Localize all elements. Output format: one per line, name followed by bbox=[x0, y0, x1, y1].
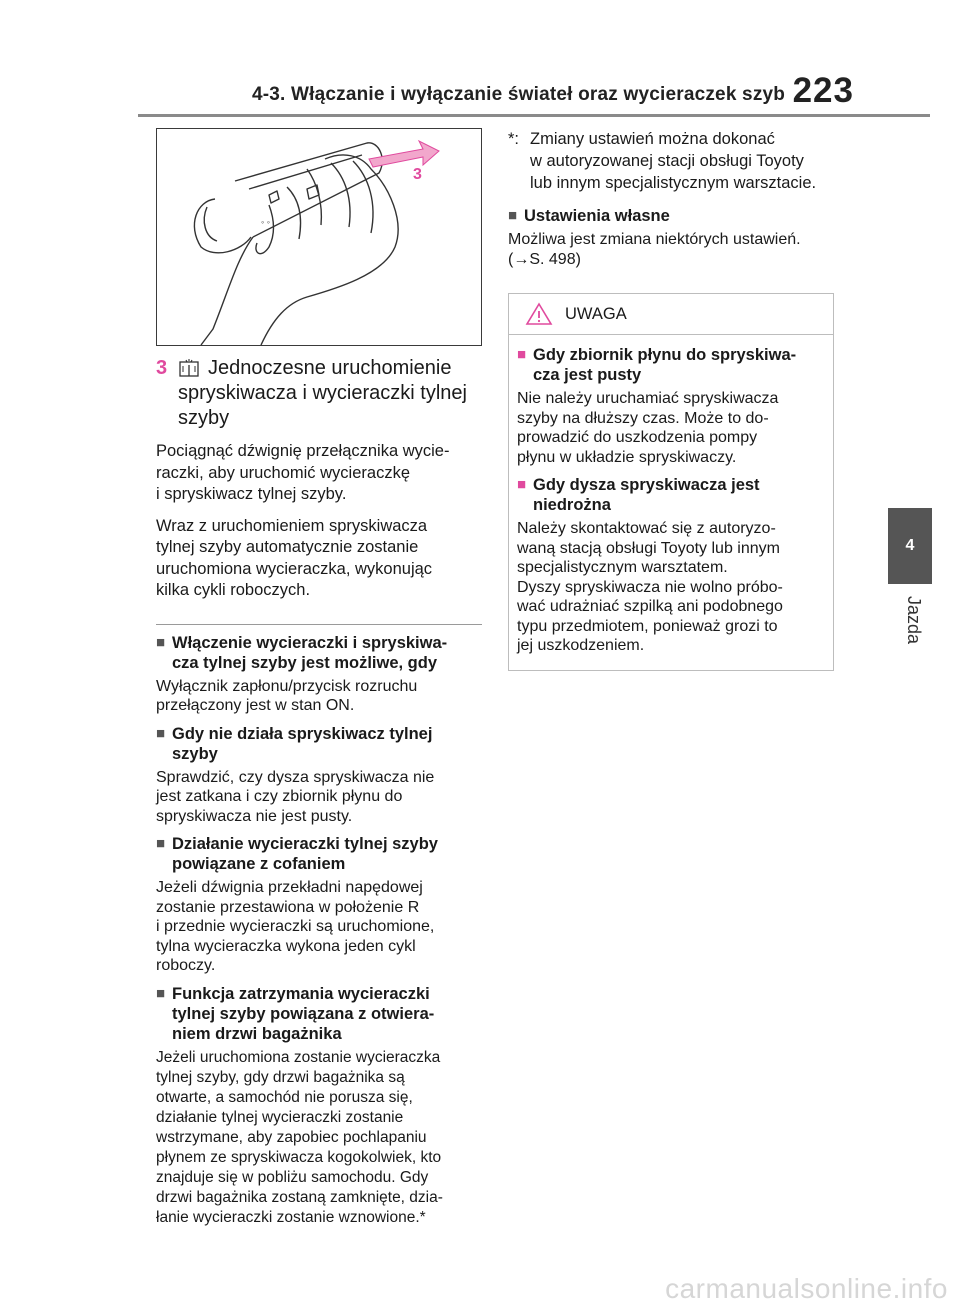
warning-subheading: ■ Gdy dysza spryskiwacza jest niedrożna bbox=[517, 476, 760, 514]
subsection-body: Jeżeli uruchomiona zostanie wycieraczka tylnej szyby, gdy drzwi bagażnika są otwarte, a samochód nie porusza się, działanie tylnej wycieraczki zostanie wstrzymane, aby zapobiec pochlapaniu płynem ze spryskiwacza kogokolwiek, kto znajduje się w pobliżu samochodu. Gdy drzwi bagażnika zostaną zamknięte, dzia- łanie wycieraczki zostanie wznowione.* bbox=[156, 1048, 443, 1226]
chapter-label: Jazda bbox=[904, 596, 924, 645]
square-bullet-icon: ■ bbox=[156, 984, 166, 1002]
right-column bbox=[508, 128, 834, 671]
figure-callout: 3 bbox=[413, 166, 422, 183]
square-bullet-icon: ■ bbox=[508, 207, 518, 224]
footnote-mark: *: bbox=[508, 130, 520, 148]
subsection-body: Możliwa jest zmiana niektórych ustawień. (→S. 498) bbox=[508, 231, 801, 268]
subsection-heading: ■ Działanie wycieraczki tylnej szyby powiązane z cofaniem bbox=[156, 835, 438, 873]
subsection-heading: ■ Funkcja zatrzymania wycieraczki tylnej szyby powiązana z otwiera- niem drzwi bagażnika bbox=[156, 984, 435, 1043]
footnote: *: Zmiany ustawień można dokonać w autoryzowanej stacji obsługi Toyoty lub innym specjalistycznym warsztacie. bbox=[508, 130, 817, 192]
lever-illustration bbox=[156, 128, 482, 346]
subsection-heading: ■ Włączenie wycieraczki i spryskiwa- cza tylnej szyby jest możliwe, gdy bbox=[156, 633, 448, 672]
square-bullet-icon: ■ bbox=[517, 476, 527, 493]
rear-washer-wiper-icon bbox=[178, 357, 200, 379]
warning-subheading: ■ Gdy zbiornik płynu do spryskiwa- cza jest pusty bbox=[517, 346, 797, 384]
step-paragraph: Wraz z uruchomieniem spryskiwacza tylnej szyby automatycznie zostanie uruchomiona wycieraczka, wykonując kilka cykli roboczych. bbox=[156, 516, 433, 599]
warning-triangle-icon bbox=[525, 302, 553, 326]
subsection-heading: ■ Gdy nie działa spryskiwacz tylnej szyby bbox=[156, 724, 433, 763]
warning-box bbox=[508, 293, 834, 671]
square-bullet-icon: ■ bbox=[156, 724, 166, 742]
left-column bbox=[156, 356, 482, 1228]
step-number: 3 bbox=[156, 357, 168, 379]
warning-body: Nie należy uruchamiać spryskiwacza szyby na dłuższy czas. Może to do- prowadzić do uszkodzenia pompy płynu w układzie spryskiwaczy. bbox=[517, 390, 779, 466]
header-divider bbox=[138, 114, 930, 117]
subsection-body: Sprawdzić, czy dysza spryskiwacza nie jest zatkana i czy zbiornik płynu do spryskiwacza nie jest pusty. bbox=[156, 768, 435, 825]
step-paragraph: Pociągnąć dźwignię przełącznika wycie- raczki, aby uruchomić wycieraczkę i spryskiwacz tylnej szyby. bbox=[156, 442, 450, 503]
step-title-line: szyby bbox=[178, 407, 230, 429]
section-divider bbox=[156, 624, 482, 625]
watermark: carmanualsonline.info bbox=[665, 1273, 948, 1304]
page-number: 223 bbox=[792, 71, 854, 110]
chapter-tab[interactable] bbox=[888, 508, 932, 584]
square-bullet-icon: ■ bbox=[517, 346, 527, 363]
subsection-body: Jeżeli dźwignia przekładni napędowej zostanie przestawiona w położenie R i przednie wycieraczki są uruchomione, tylna wycieraczka wykona jeden cykl roboczy. bbox=[156, 879, 435, 974]
page-reference-link[interactable]: (→S. 498) bbox=[508, 250, 581, 268]
hand-pulling-lever-drawing bbox=[157, 129, 481, 345]
subsection-heading: ■ Ustawienia własne bbox=[508, 207, 670, 225]
subsection-body: Wyłącznik zapłonu/przycisk rozruchu przełączony jest w stan ON. bbox=[156, 677, 418, 714]
svg-text:◦ ◦: ◦ ◦ bbox=[261, 217, 270, 227]
warning-title: UWAGA bbox=[565, 304, 627, 323]
warning-header bbox=[509, 294, 833, 335]
section-title: 4-3. Włączanie i wyłączanie świateł oraz wycieraczek szyb bbox=[252, 84, 786, 105]
chapter-number: 4 bbox=[905, 537, 915, 554]
step-title-line: Jednoczesne uruchomienie bbox=[208, 357, 452, 379]
square-bullet-icon: ■ bbox=[156, 633, 166, 651]
warning-body: Należy skontaktować się z autoryzo- waną stacją obsługi Toyoty lub innym specjalistycznym warsztatem. Dyszy spryskiwacza nie wolno próbo- wać udrażniać szpilką ani podobnego typu przedmiotem, ponieważ grozi to jej uszkodzeniem. bbox=[517, 520, 783, 654]
square-bullet-icon: ■ bbox=[156, 835, 166, 852]
step-3-heading bbox=[156, 356, 482, 381]
step-title-line: spryskiwacza i wycieraczki tylnej bbox=[178, 382, 467, 404]
